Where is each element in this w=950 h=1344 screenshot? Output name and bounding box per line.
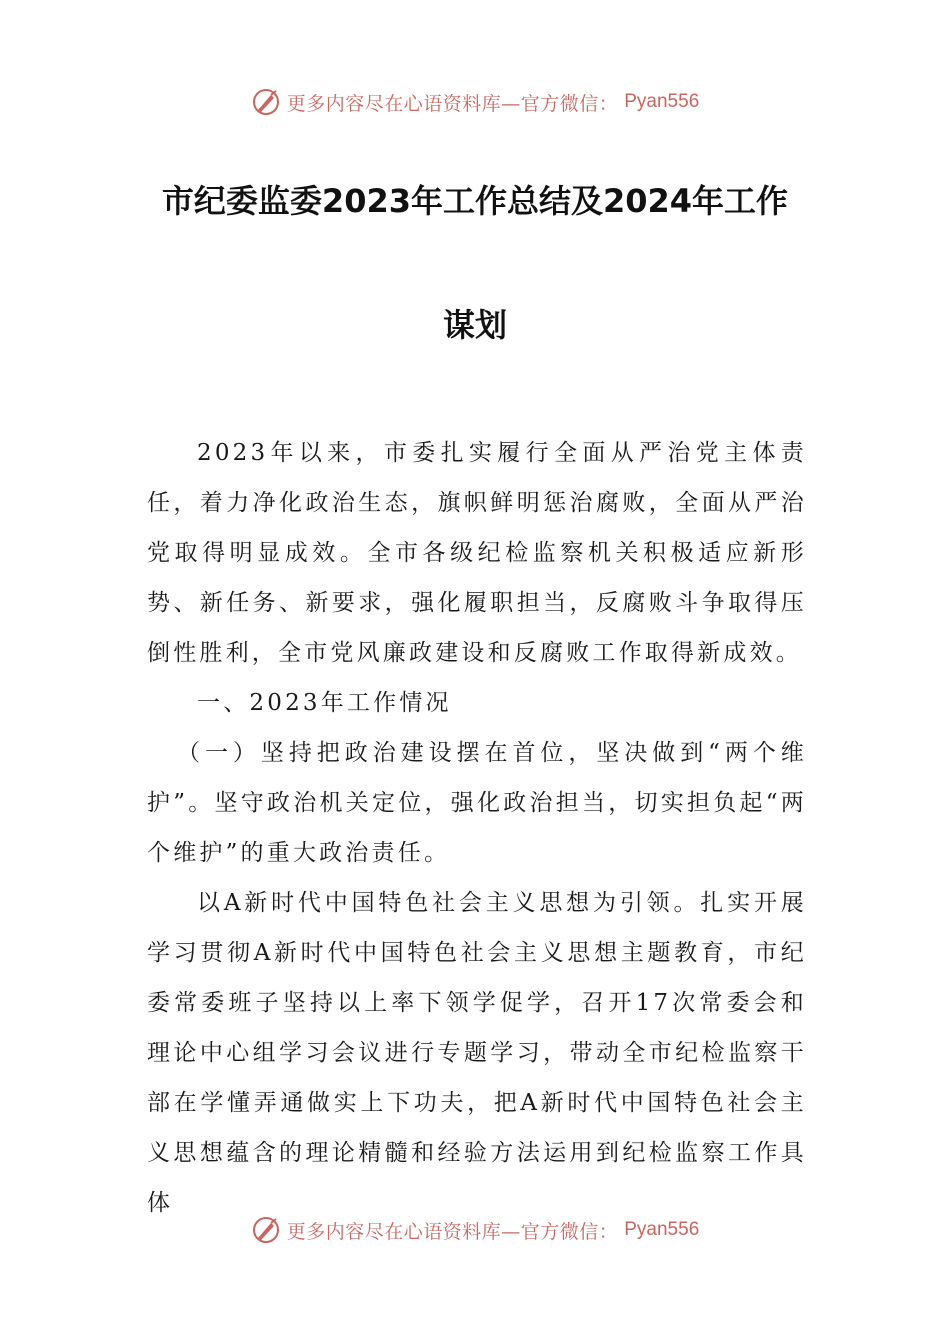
section-heading: 一、2023年工作情况 [197, 690, 452, 716]
footer-banner-handle: Pyan556 [624, 1219, 700, 1240]
pen-logo-icon [251, 1215, 281, 1245]
subsection-heading: （一）坚持把政治建设摆在首位，坚决做到“两个维护”。坚守政治机关定位，强化政治担当，切实担负起“两个维护”的重大政治责任。 [147, 740, 807, 866]
header-banner-text: 更多内容尽在心语资料库—官方微信： [286, 92, 619, 115]
paragraph-intro: 2023年以来，市委扎实履行全面从严治党主体责任，着力净化政治生态，旗帜鲜明惩治腐败，全面从严治党取得明显成效。全市各级纪检监察机关积极适应新形势、新任务、新要求，强化履职担当，反腐败斗争取得压倒性胜利，全市党风廉政建设和反腐败工作取得新成效。 [147, 440, 807, 666]
header-banner-handle: Pyan556 [624, 91, 700, 112]
paragraph-body: 以A新时代中国特色社会主义思想为引领。扎实开展学习贯彻A新时代中国特色社会主义思想主题教育，市纪委常委班子坚持以上率下领学促学，召开17次常委会和理论中心组学习会议进行专题学习，带动全市纪检监察干部在学懂弄通做实上下功夫，把A新时代中国特色社会主义思想蕴含的理论精髓和经验方法运用到纪检监察工作具体 [147, 890, 807, 1216]
document-body [147, 428, 807, 1228]
footer-banner-text: 更多内容尽在心语资料库—官方微信： [286, 1220, 619, 1243]
document-title-line2: 谋划 [442, 306, 507, 344]
document-title-line1: 市纪委监委2023年工作总结及2024年工作 [161, 182, 789, 220]
pen-logo-icon [251, 87, 281, 117]
footer-banner [0, 1210, 950, 1250]
header-banner [0, 82, 950, 122]
